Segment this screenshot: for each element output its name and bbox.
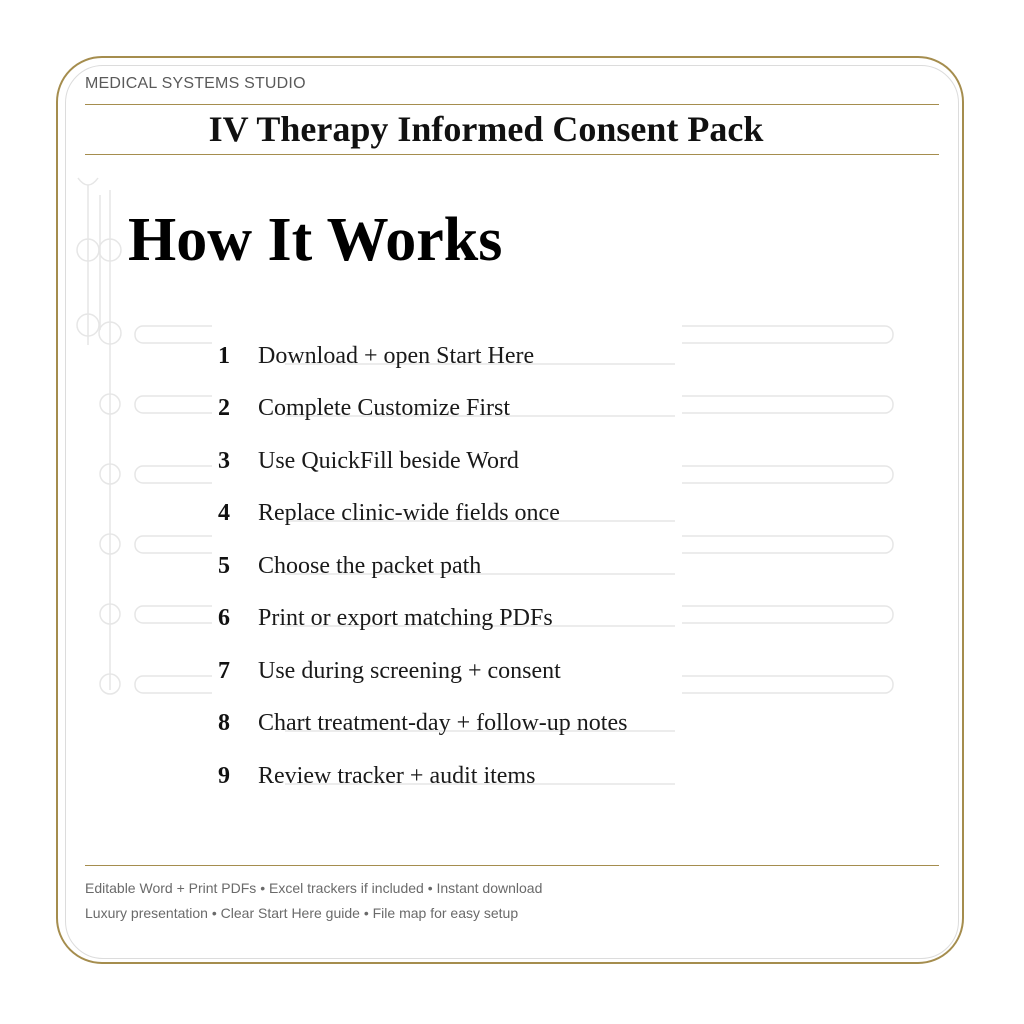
step-text: Replace clinic-wide fields once xyxy=(258,500,560,527)
step-number: 1 xyxy=(218,342,230,369)
step-number: 3 xyxy=(218,447,230,474)
step-text: Download + open Start Here xyxy=(258,342,535,369)
step-item xyxy=(212,383,692,436)
step-item xyxy=(212,645,692,698)
step-item xyxy=(212,593,692,646)
footer-benefits-line: Luxury presentation • Clear Start Here guide • File map for easy setup xyxy=(85,905,519,921)
step-text: Print or export matching PDFs xyxy=(258,605,553,632)
step-text: Complete Customize First xyxy=(258,395,510,422)
step-item xyxy=(212,750,692,803)
step-item xyxy=(212,488,692,541)
step-text: Use during screening + consent xyxy=(258,657,561,684)
step-number: 7 xyxy=(218,657,230,684)
step-number: 5 xyxy=(218,552,230,579)
step-item xyxy=(212,435,692,488)
step-number: 2 xyxy=(218,395,230,422)
step-number: 6 xyxy=(218,605,230,632)
step-text: Chart treatment-day + follow-up notes xyxy=(258,710,628,737)
step-text: Choose the packet path xyxy=(258,552,482,579)
step-text: Use QuickFill beside Word xyxy=(258,447,519,474)
step-number: 9 xyxy=(218,762,230,789)
pack-title: IV Therapy Informed Consent Pack xyxy=(208,109,764,149)
step-number: 4 xyxy=(218,500,230,527)
top-divider xyxy=(85,104,939,105)
step-item xyxy=(212,330,692,383)
footer-divider xyxy=(85,865,939,866)
title-divider xyxy=(85,154,939,155)
step-text: Review tracker + audit items xyxy=(258,762,536,789)
step-item xyxy=(212,540,692,593)
step-item xyxy=(212,698,692,751)
page-heading: How It Works xyxy=(128,206,503,274)
step-number: 8 xyxy=(218,710,230,737)
steps-list xyxy=(212,330,692,803)
brand-name: MEDICAL SYSTEMS STUDIO xyxy=(85,75,306,92)
footer-features-line: Editable Word + Print PDFs • Excel trackers if included • Instant download xyxy=(85,880,543,896)
